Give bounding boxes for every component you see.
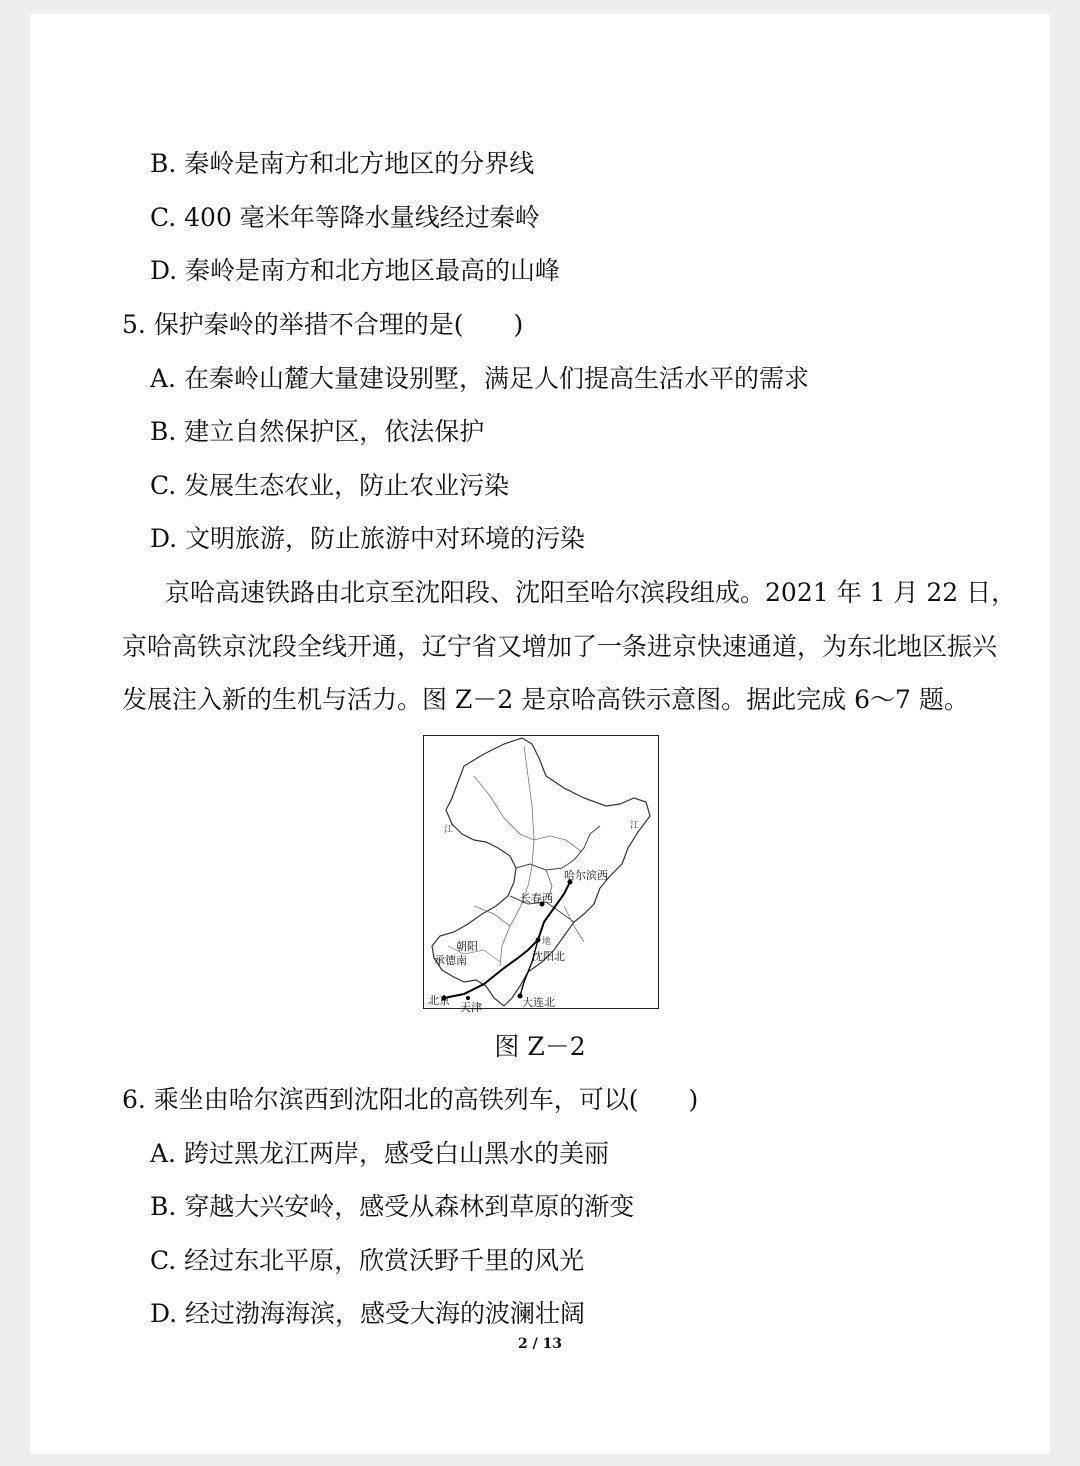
question-6-stem: 6. 乘坐由哈尔滨西到沈阳北的高铁列车，可以( ) bbox=[122, 1085, 699, 1114]
question-5-option-b: B. 建立自然保护区，依法保护 bbox=[150, 417, 485, 446]
question-6-option-d: D. 经过渤海海滨，感受大海的波澜壮阔 bbox=[150, 1299, 586, 1328]
map-label-dalian: 大连北 bbox=[522, 996, 555, 1009]
question-6-option-c: C. 经过东北平原，欣赏沃野千里的风光 bbox=[150, 1246, 585, 1275]
tianjin-station-marker bbox=[466, 996, 470, 1000]
northeast-china-map bbox=[424, 736, 657, 1014]
page-number: 2 / 13 bbox=[517, 1336, 563, 1352]
question-5-option-d: D. 文明旅游，防止旅游中对环境的污染 bbox=[150, 524, 586, 553]
option-prev-b: B. 秦岭是南方和北方地区的分界线 bbox=[150, 149, 535, 178]
passage-line-1: 京哈高速铁路由北京至沈阳段、沈阳至哈尔滨段组成。2021 年 1 月 22 日， bbox=[165, 578, 1017, 607]
figure-caption: 图 Z－2 bbox=[494, 1032, 586, 1061]
question-6-option-b: B. 穿越大兴安岭，感受从森林到草原的渐变 bbox=[150, 1192, 635, 1221]
passage-line-2: 京哈高铁京沈段全线开通，辽宁省又增加了一条进京快速通道，为东北地区振兴 bbox=[122, 632, 998, 661]
question-5-option-a: A. 在秦岭山麓大量建设别墅，满足人们提高生活水平的需求 bbox=[150, 364, 809, 393]
map-label-harbin: 哈尔滨西 bbox=[564, 869, 608, 882]
question-6-option-a: A. 跨过黑龙江两岸，感受白山黑水的美丽 bbox=[150, 1139, 609, 1168]
map-label-river-1: 江 bbox=[444, 825, 454, 835]
map-label-shenyang: 沈阳北 bbox=[532, 950, 565, 963]
map-label-chengde: 承德南 bbox=[434, 954, 467, 967]
option-prev-c: C. 400 毫米年等降水量线经过秦岭 bbox=[150, 203, 540, 232]
map-label-chaoyang: 朝阳 bbox=[456, 940, 478, 953]
shenyang-station-marker bbox=[536, 938, 541, 943]
railway-map-figure bbox=[423, 735, 659, 1014]
option-prev-d: D. 秦岭是南方和北方地区最高的山峰 bbox=[150, 256, 561, 285]
map-label-di: 地 bbox=[542, 937, 552, 947]
question-5-option-c: C. 发展生态农业，防止农业污染 bbox=[150, 471, 510, 500]
map-label-tianjin: 天津 bbox=[460, 1001, 482, 1014]
question-5-stem: 5. 保护秦岭的举措不合理的是( ) bbox=[122, 310, 524, 339]
passage-line-3: 发展注入新的生机与活力。图 Z－2 是京哈高铁示意图。据此完成 6～7 题。 bbox=[122, 685, 969, 714]
map-label-changchun: 长春西 bbox=[520, 892, 553, 905]
map-label-beijing: 北京 bbox=[428, 994, 450, 1007]
map-label-river-2: 江 bbox=[630, 821, 640, 831]
